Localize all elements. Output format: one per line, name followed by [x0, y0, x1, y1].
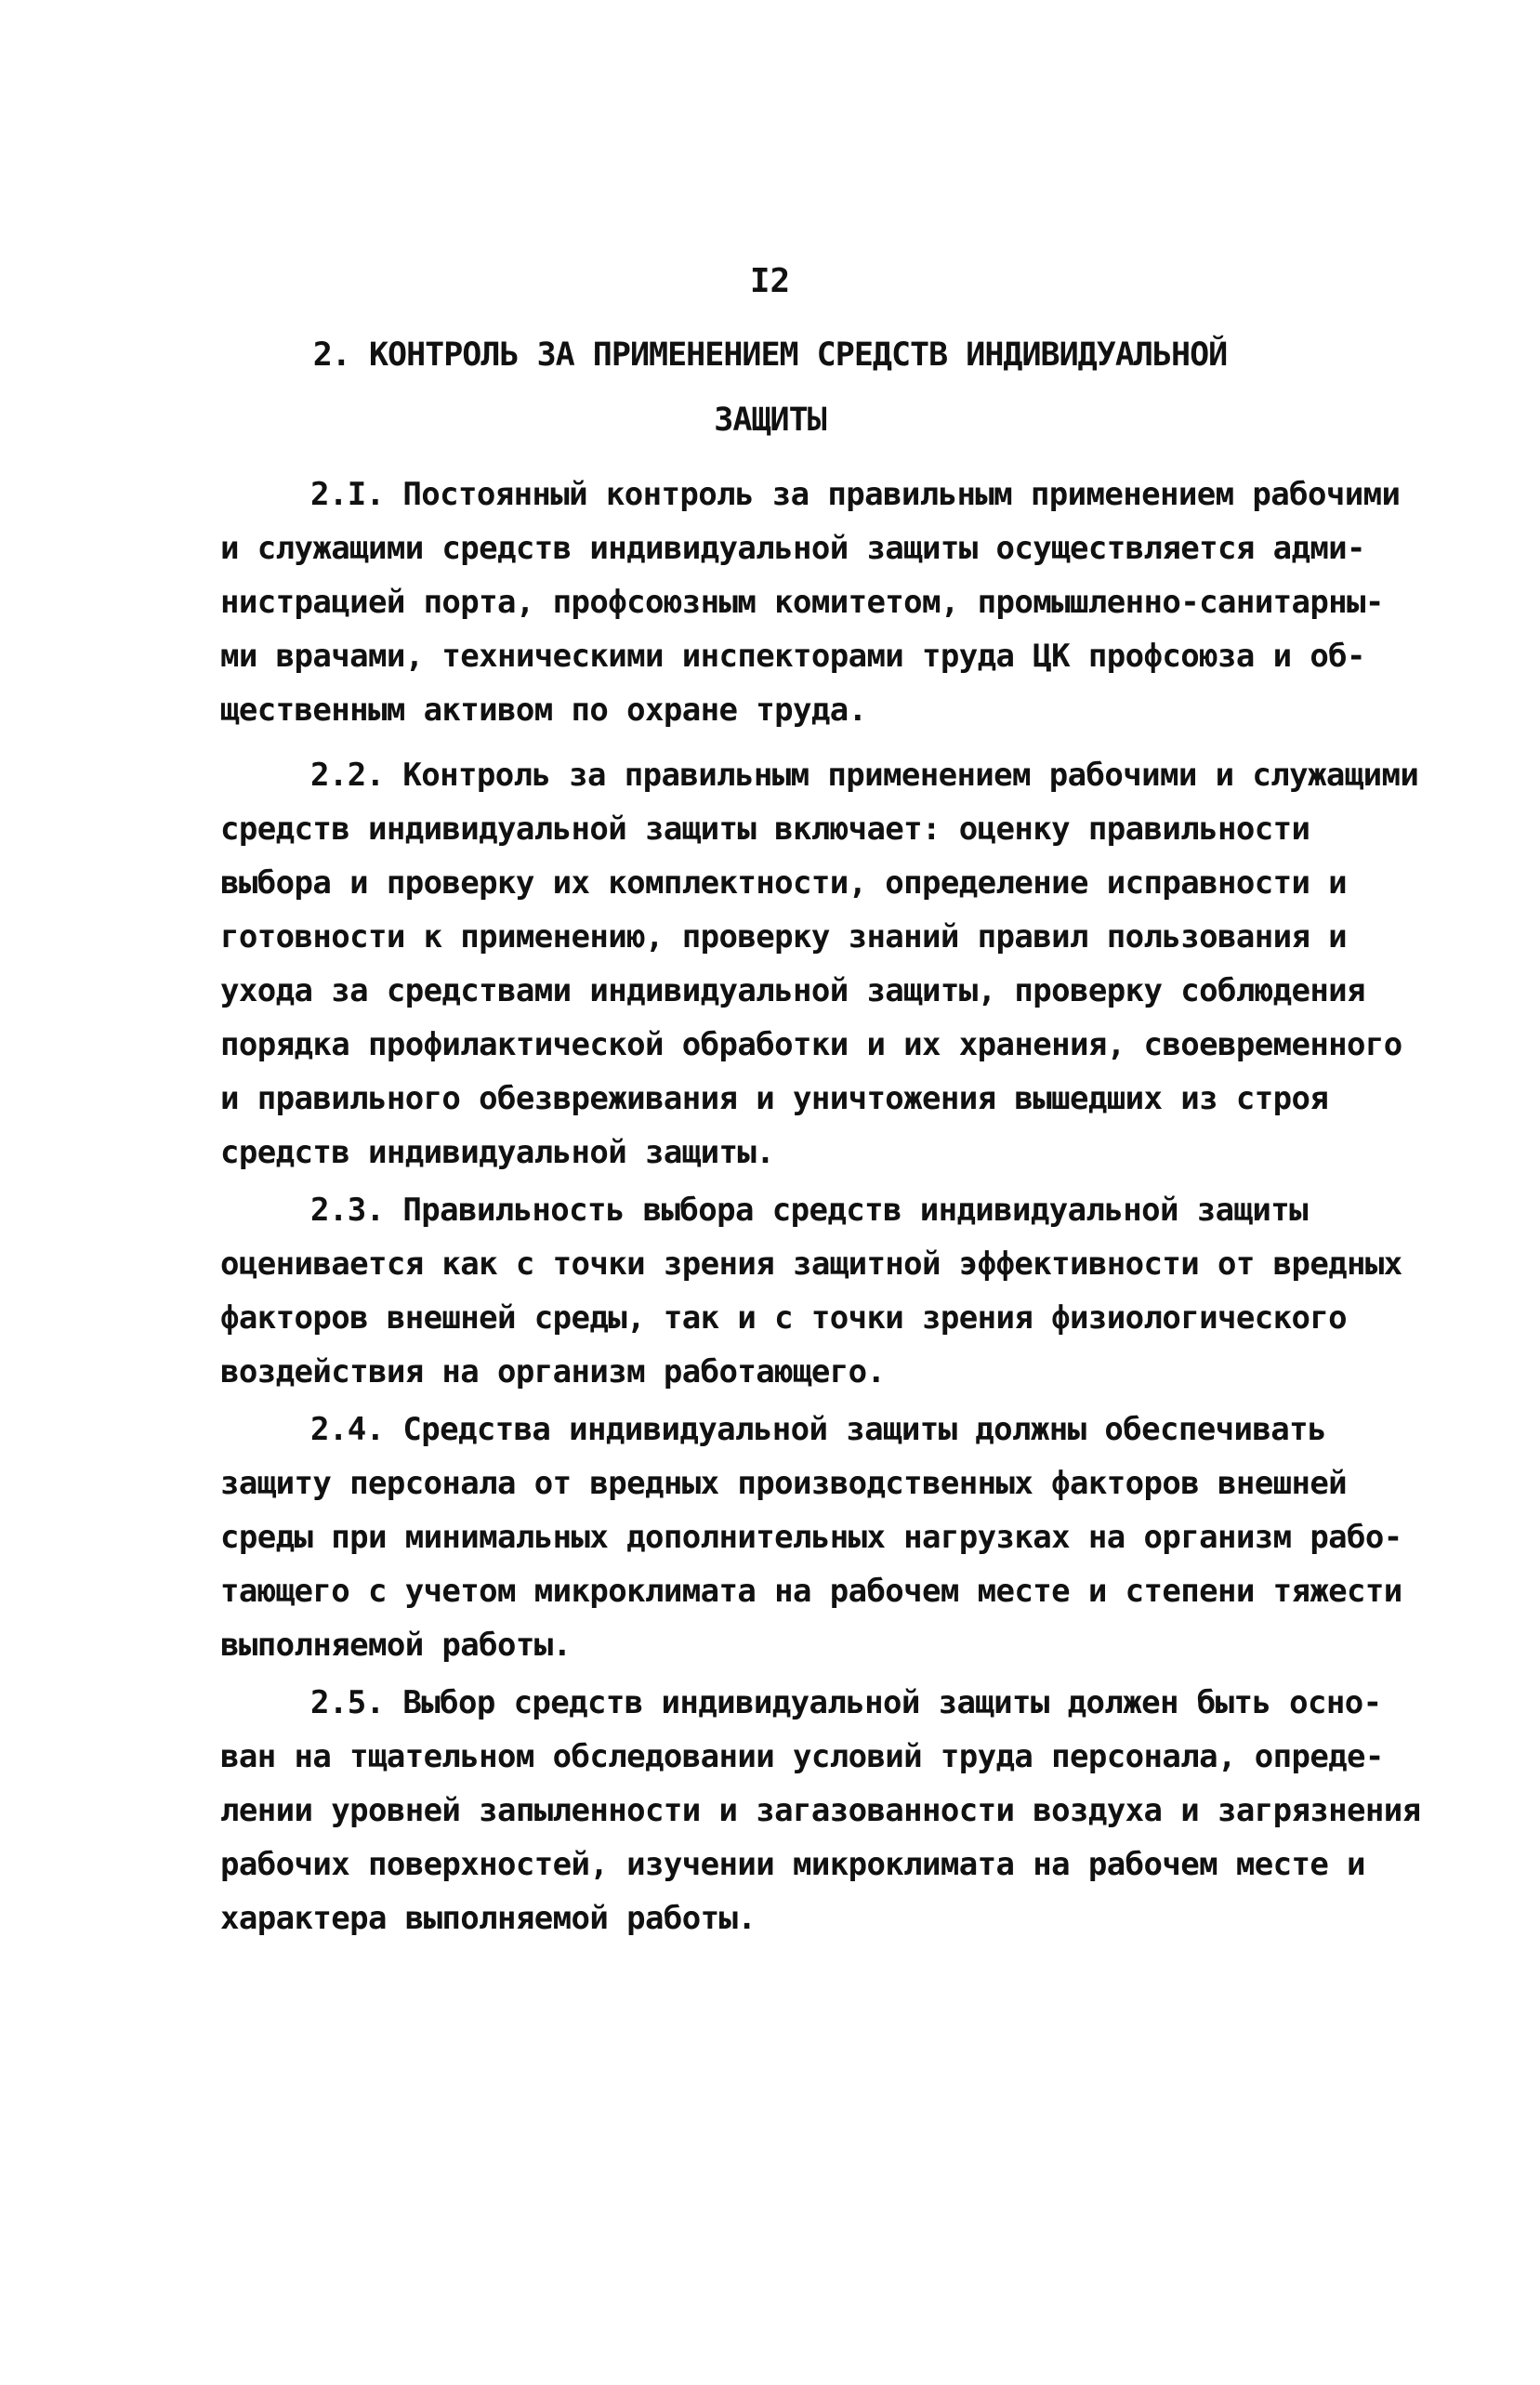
text-line: и служащими средств индивидуальной защиты осуществляется адми-: [220, 530, 1365, 567]
text-line: 2.2. Контроль за правильным применением рабочими и служащими: [310, 757, 1419, 794]
text-line: 2.4. Средства индивидуальной защиты должны обеспечивать: [310, 1411, 1326, 1448]
text-line: оценивается как с точки зрения защитной эффективности от вредных: [220, 1245, 1402, 1283]
text-line: 2.I. Постоянный контроль за правильным применением рабочими: [310, 476, 1401, 513]
text-line: среды при минимальных дополнительных нагрузках на организм рабо-: [220, 1519, 1402, 1556]
text-line: средств индивидуальной защиты.: [220, 1134, 775, 1171]
text-line: ван на тщательном обследовании условий труда персонала, опреде-: [220, 1738, 1384, 1775]
text-line: характера выполняемой работы.: [220, 1900, 757, 1937]
section-title-line-1: 2. КОНТРОЛЬ ЗА ПРИМЕНЕНИЕМ СРЕДСТВ ИНДИВИДУАЛЬНОЙ: [312, 336, 1228, 374]
text-line: средств индивидуальной защиты включает: оценку правильности: [220, 810, 1310, 848]
text-line: ухода за средствами индивидуальной защиты, проверку соблюдения: [220, 972, 1365, 1009]
text-line: щественным активом по охране труда.: [220, 692, 867, 729]
text-line: 2.3. Правильность выбора средств индивидуальной защиты: [310, 1192, 1308, 1229]
text-line: рабочих поверхностей, изучении микроклимата на рабочем месте и: [220, 1846, 1365, 1883]
text-line: лении уровней запыленности и загазованности воздуха и загрязнения: [220, 1792, 1421, 1829]
text-line: и правильного обезвреживания и уничтожения вышедших из строя: [220, 1080, 1329, 1117]
text-line: выбора и проверку их комплектности, определение исправности и: [220, 864, 1348, 902]
text-line: воздействия на организм работающего.: [220, 1353, 886, 1390]
text-line: ми врачами, техническими инспекторами труда ЦК профсоюза и об-: [220, 638, 1365, 675]
text-line: факторов внешней среды, так и с точки зрения физиологического: [220, 1299, 1348, 1337]
text-line: 2.5. Выбор средств индивидуальной защиты должен быть осно-: [310, 1684, 1382, 1721]
text-line: тающего с учетом микроклимата на рабочем месте и степени тяжести: [220, 1573, 1402, 1610]
text-line: порядка профилактической обработки и их хранения, своевременного: [220, 1026, 1402, 1063]
section-title-line-2: ЗАЩИТЫ: [714, 402, 826, 439]
text-line: нистрацией порта, профсоюзным комитетом, промышленно-санитарны-: [220, 584, 1384, 621]
text-line: защиту персонала от вредных производственных факторов внешней: [220, 1465, 1348, 1502]
text-line: выполняемой работы.: [220, 1627, 572, 1664]
page-number: I2: [749, 262, 791, 300]
text-line: готовности к применению, проверку знаний правил пользования и: [220, 918, 1348, 955]
